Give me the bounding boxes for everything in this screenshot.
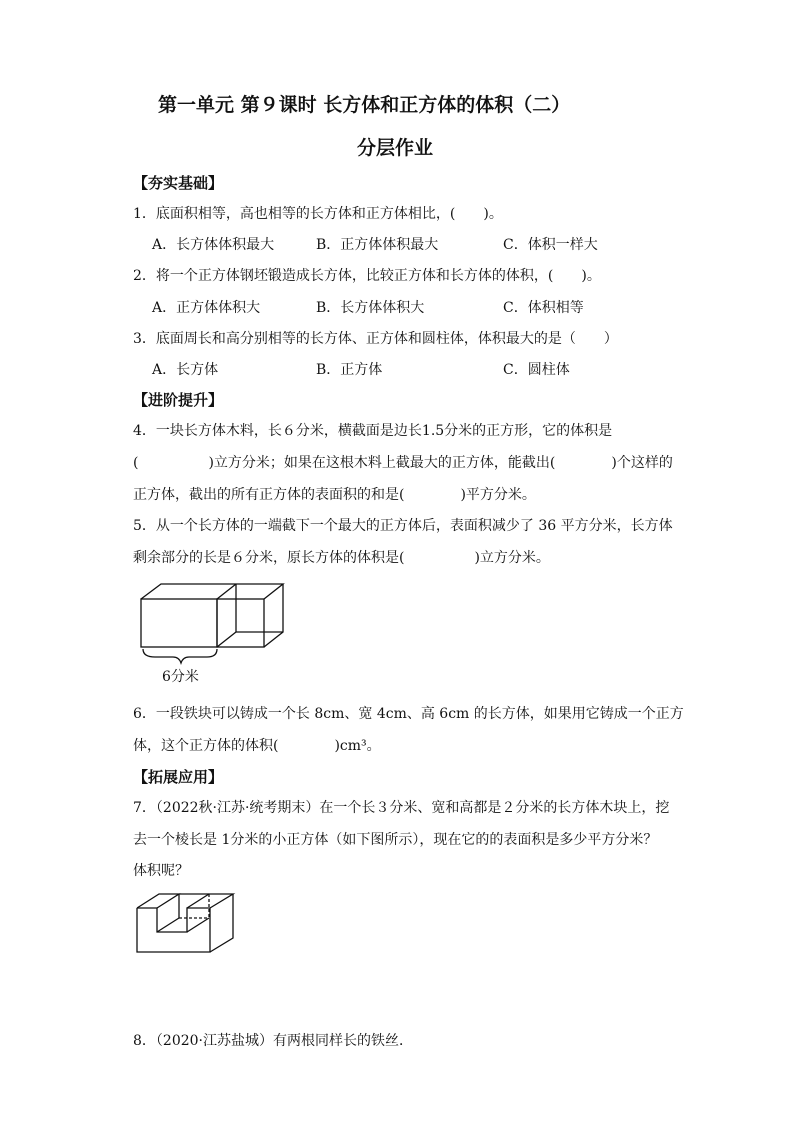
question-4-line-1: 4．一块长方体木料，长６分米，横截面是边长1.5分米的正方形，它的体积是 — [133, 423, 613, 439]
figure-front-cube — [217, 599, 264, 647]
question-3-text: 3．底面周长和高分别相等的长方体、正方体和圆柱体，体积最大的是（ ） — [133, 331, 618, 347]
figure-top-edge-mid — [217, 584, 236, 599]
question-2-option-b: B．长方体体积大 — [316, 300, 425, 316]
question-2-text: 2．将一个正方体钢坯锻造成长方体，比较正方体和长方体的体积，( )。 — [133, 268, 601, 284]
question-4-line-3: 正方体，截出的所有正方体的表面积的和是( )平方分米。 — [133, 487, 536, 503]
figure-7-notch-floor — [157, 918, 179, 932]
question-7-figure — [135, 890, 245, 960]
figure-top-face — [141, 584, 283, 599]
question-1-option-c: C．体积一样大 — [503, 237, 598, 253]
figure-right-face — [264, 584, 283, 647]
question-5-line-2: 剩余部分的长是６分米，原长方体的体积是( )立方分米。 — [133, 550, 550, 566]
question-3-option-a: A．长方体 — [152, 362, 219, 378]
figure-7-top-right — [187, 894, 233, 908]
section-heading-advanced: 【进阶提升】 — [133, 391, 224, 409]
question-7-line-2: 去一个棱长是 1分米的小正方体（如下图所示），现在它的的表面积是多少平方分米？ — [133, 832, 658, 848]
question-5-figure — [135, 580, 295, 690]
question-1-text: 1．底面积相等，高也相等的长方体和正方体相比，( )。 — [133, 206, 503, 222]
question-2-option-a: A．正方体体积大 — [152, 300, 261, 316]
figure-7-front — [137, 908, 210, 952]
question-4-line-2: ( )立方分米；如果在这根木料上截最大的正方体，能截出( )个这样的 — [133, 455, 673, 471]
question-1-option-a: A．长方体体积最大 — [152, 237, 275, 253]
question-5-line-1: 5．从一个长方体的一端截下一个最大的正方体后，表面积减少了 36 平方分米，长方体 — [133, 518, 673, 534]
figure-7-top-left — [137, 894, 179, 908]
page-title: 第一单元 第９课时 长方体和正方体的体积（二） — [158, 94, 571, 116]
figure-hidden-edge-3 — [217, 632, 236, 647]
question-3-option-b: B．正方体 — [316, 362, 383, 378]
section-heading-basic: 【夯实基础】 — [133, 174, 224, 192]
page-subtitle: 分层作业 — [357, 137, 434, 159]
figure-length-brace — [143, 649, 217, 663]
section-heading-application: 【拓展应用】 — [133, 768, 224, 786]
figure-7-right-face — [210, 894, 233, 952]
question-2-option-c: C．体积相等 — [503, 300, 584, 316]
question-6-line-2: 体，这个正方体的体积( )cm³。 — [133, 738, 381, 754]
question-1-option-b: B．正方体体积最大 — [316, 237, 439, 253]
question-3-option-c: C．圆柱体 — [503, 362, 570, 378]
question-7-line-1: 7．（2022秋·江苏·统考期末）在一个长３分米、宽和高都是２分米的长方体木块上，挖 — [133, 800, 670, 816]
question-8-line-1: 8．（2020·江苏盐城）有两根同样长的铁丝． — [133, 1033, 413, 1049]
question-7-line-3: 体积呢？ — [133, 863, 189, 879]
question-6-line-1: 6．一段铁块可以铸成一个长 8cm、宽 4cm、高 6cm 的长方体，如果用它铸成一个正方 — [133, 706, 684, 722]
figure-length-label: 6分米 — [162, 669, 199, 685]
figure-front-left — [141, 599, 217, 647]
figure-7-notch-right-floor — [187, 918, 209, 932]
